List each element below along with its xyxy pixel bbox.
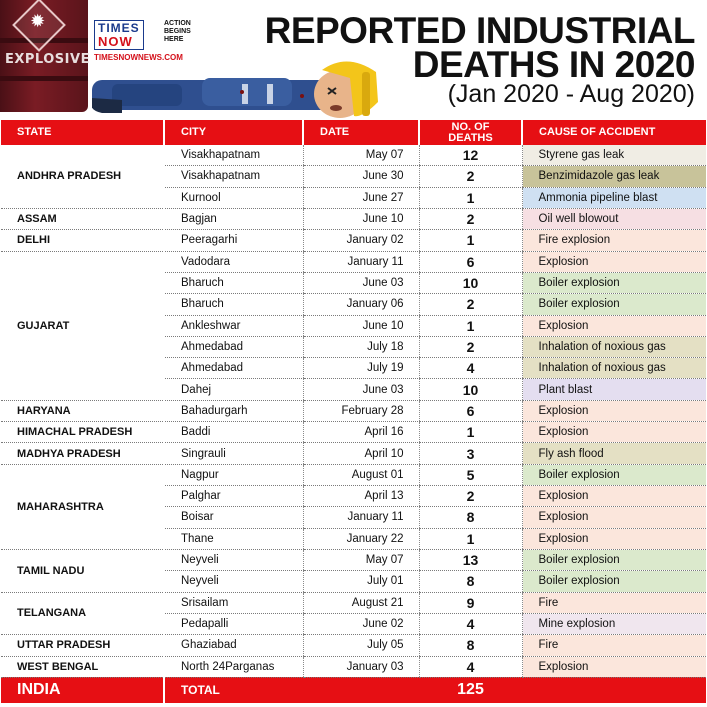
deaths-table	[1, 120, 706, 703]
city-cell: Ahmedabad	[164, 336, 303, 357]
deaths-cell: 1	[419, 187, 522, 208]
deaths-cell: 10	[419, 272, 522, 293]
city-cell: Bagjan	[164, 208, 303, 229]
cause-cell: Boiler explosion	[522, 549, 706, 570]
table-row	[1, 208, 706, 229]
date-cell: June 10	[303, 208, 419, 229]
state-cell: UTTAR PRADESH	[1, 635, 164, 656]
state-cell: MADHYA PRADESH	[1, 443, 164, 464]
date-cell: June 03	[303, 379, 419, 400]
city-cell: Boisar	[164, 507, 303, 528]
city-cell: Pedapalli	[164, 613, 303, 634]
city-cell: Peeragarhi	[164, 230, 303, 251]
table-body	[1, 145, 706, 677]
cause-cell: Explosion	[522, 251, 706, 272]
footer-country: INDIA	[1, 677, 164, 703]
date-cell: April 16	[303, 422, 419, 443]
logo-tagline: ACTION BEGINS HERE	[164, 20, 191, 43]
state-cell: DELHI	[1, 230, 164, 251]
deaths-cell: 8	[419, 571, 522, 592]
table-header-row	[1, 120, 706, 145]
city-cell: Nagpur	[164, 464, 303, 485]
logo-times: TIMES	[98, 21, 140, 35]
date-cell: June 30	[303, 166, 419, 187]
city-cell: Bharuch	[164, 294, 303, 315]
footer-total-label: TOTAL	[164, 677, 303, 703]
logo-now: NOW	[98, 34, 133, 49]
cause-cell: Fire	[522, 592, 706, 613]
city-cell: Dahej	[164, 379, 303, 400]
header-date: DATE	[303, 120, 419, 145]
table-row	[1, 422, 706, 443]
table-row	[1, 549, 706, 570]
deaths-cell: 5	[419, 464, 522, 485]
cause-cell: Ammonia pipeline blast	[522, 187, 706, 208]
city-cell: Vadodara	[164, 251, 303, 272]
date-cell: February 28	[303, 400, 419, 421]
deaths-cell: 12	[419, 145, 522, 166]
city-cell: Visakhapatnam	[164, 166, 303, 187]
date-cell: June 02	[303, 613, 419, 634]
cause-cell: Explosion	[522, 507, 706, 528]
cause-cell: Inhalation of noxious gas	[522, 336, 706, 357]
deaths-cell: 1	[419, 315, 522, 336]
state-cell: TAMIL NADU	[1, 549, 164, 592]
date-cell: January 11	[303, 251, 419, 272]
cause-cell: Styrene gas leak	[522, 145, 706, 166]
cause-cell: Boiler explosion	[522, 464, 706, 485]
drum-ring	[0, 76, 88, 81]
date-cell: July 18	[303, 336, 419, 357]
cause-cell: Explosion	[522, 528, 706, 549]
state-cell: MAHARASHTRA	[1, 464, 164, 549]
deaths-cell: 3	[419, 443, 522, 464]
deaths-cell: 1	[419, 230, 522, 251]
cause-cell: Explosion	[522, 422, 706, 443]
header-banner	[0, 0, 707, 120]
cause-cell: Inhalation of noxious gas	[522, 358, 706, 379]
city-cell: Singrauli	[164, 443, 303, 464]
state-cell: HIMACHAL PRADESH	[1, 422, 164, 443]
table-row	[1, 251, 706, 272]
date-cell: January 02	[303, 230, 419, 251]
city-cell: Kurnool	[164, 187, 303, 208]
cause-cell: Fire explosion	[522, 230, 706, 251]
cause-cell: Fire	[522, 635, 706, 656]
deaths-cell: 6	[419, 251, 522, 272]
city-cell: Thane	[164, 528, 303, 549]
deaths-cell: 8	[419, 635, 522, 656]
date-cell: January 22	[303, 528, 419, 549]
cause-cell: Explosion	[522, 656, 706, 677]
city-cell: Neyveli	[164, 549, 303, 570]
deaths-cell: 1	[419, 528, 522, 549]
date-cell: July 19	[303, 358, 419, 379]
hazard-diamond-icon: ✹	[12, 0, 66, 52]
date-cell: June 03	[303, 272, 419, 293]
cause-cell: Boiler explosion	[522, 272, 706, 293]
deaths-cell: 2	[419, 166, 522, 187]
cause-cell: Boiler explosion	[522, 294, 706, 315]
times-now-logo	[94, 20, 191, 62]
date-cell: August 01	[303, 464, 419, 485]
date-cell: January 03	[303, 656, 419, 677]
cause-cell: Benzimidazole gas leak	[522, 166, 706, 187]
cause-cell: Mine explosion	[522, 613, 706, 634]
date-cell: May 07	[303, 145, 419, 166]
cause-cell: Explosion	[522, 486, 706, 507]
table-row	[1, 443, 706, 464]
date-cell: April 10	[303, 443, 419, 464]
date-cell: July 01	[303, 571, 419, 592]
date-cell: January 11	[303, 507, 419, 528]
city-cell: Ghaziabad	[164, 635, 303, 656]
city-cell: Baddi	[164, 422, 303, 443]
deaths-cell: 4	[419, 613, 522, 634]
date-cell: June 27	[303, 187, 419, 208]
page-title-line2: DEATHS IN 2020	[412, 44, 695, 85]
deaths-cell: 2	[419, 336, 522, 357]
page-subtitle: (Jan 2020 - Aug 2020)	[447, 80, 695, 108]
header-city: CITY	[164, 120, 303, 145]
header-deaths: NO. OF DEATHS	[419, 120, 522, 145]
deaths-cell: 13	[419, 549, 522, 570]
logo-url: TIMESNOWNEWS.COM	[94, 53, 183, 62]
deaths-cell: 2	[419, 208, 522, 229]
date-cell: April 13	[303, 486, 419, 507]
city-cell: North 24Parganas	[164, 656, 303, 677]
deaths-cell: 10	[419, 379, 522, 400]
state-cell: ANDHRA PRADESH	[1, 145, 164, 208]
state-cell: GUJARAT	[1, 251, 164, 400]
table-row	[1, 592, 706, 613]
footer-spacer	[522, 677, 706, 703]
cause-cell: Boiler explosion	[522, 571, 706, 592]
date-cell: July 05	[303, 635, 419, 656]
table-row	[1, 635, 706, 656]
deaths-cell: 8	[419, 507, 522, 528]
fallen-worker-illustration	[92, 58, 412, 120]
deaths-cell: 4	[419, 358, 522, 379]
header-cause: CAUSE OF ACCIDENT	[522, 120, 706, 145]
table-row	[1, 400, 706, 421]
table-row	[1, 145, 706, 166]
date-cell: May 07	[303, 549, 419, 570]
deaths-cell: 2	[419, 294, 522, 315]
page-title-line1: REPORTED INDUSTRIAL	[264, 10, 695, 51]
city-cell: Neyveli	[164, 571, 303, 592]
city-cell: Palghar	[164, 486, 303, 507]
date-cell: June 10	[303, 315, 419, 336]
table-row	[1, 656, 706, 677]
city-cell: Bahadurgarh	[164, 400, 303, 421]
header-state: STATE	[1, 120, 164, 145]
deaths-cell: 2	[419, 486, 522, 507]
city-cell: Bharuch	[164, 272, 303, 293]
city-cell: Ahmedabad	[164, 358, 303, 379]
footer-spacer	[303, 677, 419, 703]
table-row	[1, 230, 706, 251]
deaths-cell: 9	[419, 592, 522, 613]
date-cell: August 21	[303, 592, 419, 613]
city-cell: Visakhapatnam	[164, 145, 303, 166]
footer-total-deaths: 125	[419, 677, 522, 703]
cause-cell: Explosion	[522, 315, 706, 336]
cause-cell: Fly ash flood	[522, 443, 706, 464]
explosive-drum-illustration	[0, 0, 88, 112]
cause-cell: Plant blast	[522, 379, 706, 400]
cause-cell: Oil well blowout	[522, 208, 706, 229]
cause-cell: Explosion	[522, 400, 706, 421]
state-cell: ASSAM	[1, 208, 164, 229]
state-cell: WEST BENGAL	[1, 656, 164, 677]
state-cell: TELANGANA	[1, 592, 164, 635]
state-cell: HARYANA	[1, 400, 164, 421]
city-cell: Srisailam	[164, 592, 303, 613]
logo-box	[94, 20, 144, 50]
deaths-cell: 1	[419, 422, 522, 443]
deaths-cell: 6	[419, 400, 522, 421]
drum-label: EXPLOSIVE	[5, 52, 90, 67]
table-row	[1, 464, 706, 485]
city-cell: Ankleshwar	[164, 315, 303, 336]
deaths-cell: 4	[419, 656, 522, 677]
table-footer-row	[1, 677, 706, 703]
date-cell: January 06	[303, 294, 419, 315]
